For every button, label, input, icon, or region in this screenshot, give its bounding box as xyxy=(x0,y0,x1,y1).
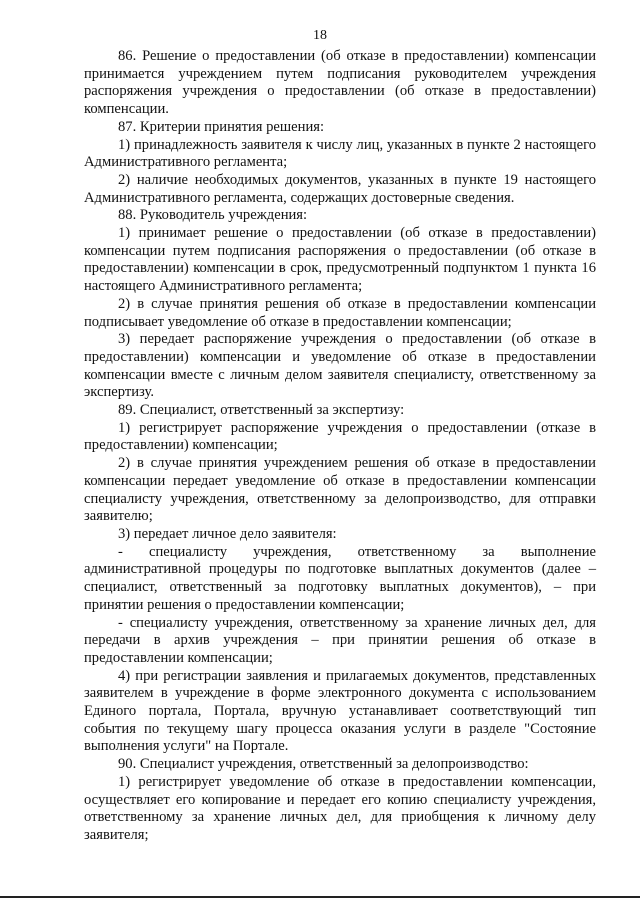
list-item: 3) передает личное дело заявителя: xyxy=(118,525,337,542)
list-item: 2) в случае принятия учреждением решения об отказе в предоставлении компенсации передает уведомление об отказе в предоставлении компенсации специалисту учреждения, ответственному за делопроизводство, для отправки заявителю; xyxy=(84,455,596,525)
document-body xyxy=(84,48,596,845)
list-item: 4) при регистрации заявления и прилагаемых документов, представленных заявителем в учреждение в форме электронного документа с использованием Единого портала, Портала, вручную устанавливает соответствующий тип события по текущему шагу процесса оказания услуги в разделе "Состояние выполнения услуги" на Портале. xyxy=(84,667,596,755)
list-item: 1) принадлежность заявителя к числу лиц, указанных в пункте 2 настоящего Административного регламента; xyxy=(84,136,596,171)
list-item: 2) наличие необходимых документов, указанных в пункте 19 настоящего Административного регламента, содержащих достоверные сведения. xyxy=(84,171,596,206)
list-item: 1) регистрирует распоряжение учреждения о предоставлении (отказе в предоставлении) компенсации; xyxy=(84,419,596,454)
paragraph-87: 87. Критерии принятия решения: xyxy=(118,118,325,135)
bottom-rule xyxy=(0,896,640,898)
list-item: 2) в случае принятия решения об отказе в предоставлении компенсации подписывает уведомление об отказе в предоставлении компенсации; xyxy=(84,295,596,330)
list-item: 3) передает распоряжение учреждения о предоставлении (об отказе в предоставлении) компенсации и уведомление об отказе в предоставлении компенсации вместе с личным делом заявителя специалисту, ответственному за экспертизу. xyxy=(84,331,596,401)
paragraph-90: 90. Специалист учреждения, ответственный за делопроизводство: xyxy=(118,756,529,773)
paragraph-89: 89. Специалист, ответственный за экспертизу: xyxy=(118,402,405,419)
page-number: 18 xyxy=(313,28,327,43)
list-item: - специалисту учреждения, ответственному за хранение личных дел, для передачи в архив учреждения – при принятии решения об отказе в предоставлении компенсации; xyxy=(84,614,596,666)
list-item: 1) регистрирует уведомление об отказе в предоставлении компенсации, осуществляет его копирование и передает его копию специалисту учреждения, ответственному за хранение личных дел, для приобщения к личному делу заявителя; xyxy=(84,773,596,843)
list-item: - специалисту учреждения, ответственному за выполнение административной процедуры по подготовке выплатных документов (далее – специалист, ответственный за подготовку выплатных документов), – при принятии решения о предоставлении компенсации; xyxy=(84,543,596,613)
paragraph-86: 86. Решение о предоставлении (об отказе в предоставлении) компенсации принимается учреждением путем подписания руководителем учреждения распоряжения учреждения о предоставлении (об отказе в предоставлении) компенсации. xyxy=(84,48,596,118)
list-item: 1) принимает решение о предоставлении (об отказе в предоставлении) компенсации путем подписания распоряжения о предоставлении (об отказе в предоставлении) компенсации в срок, предусмотренный подпунктом 1 пункта 16 настоящего Административного регламента; xyxy=(84,225,596,295)
paragraph-88: 88. Руководитель учреждения: xyxy=(118,207,308,224)
